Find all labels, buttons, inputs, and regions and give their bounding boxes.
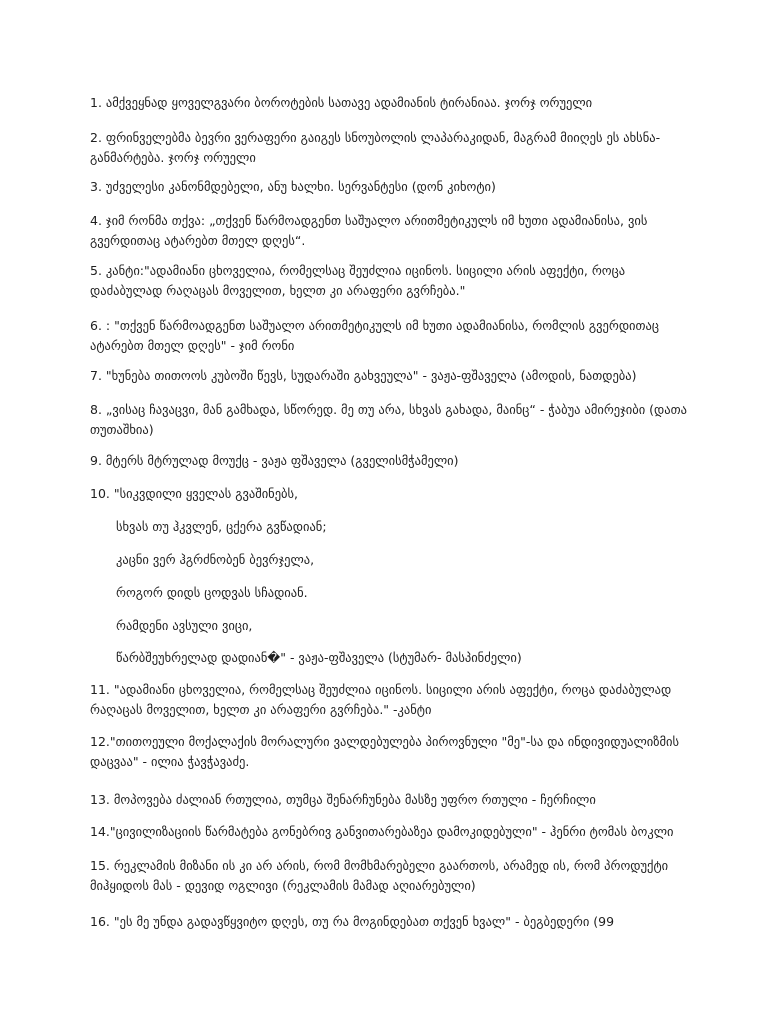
quote-line-11: 11. "ადამიანი ცხოველია, რომელსაც შეუძლია იცინოს. სიცილი არის აფექტი, როცა დაძაბულად რაღაცას მოველით, ხელთ კი არაფერი გვრჩება." -კანტი — [90, 682, 672, 717]
quote-line-6: 6. : "თქვენ წარმოადგენთ საშუალო არითმეტიკულს იმ ხუთი ადამიანისა, რომლის გვერდითაც ატარებთ მთელ დღეს" - ჯიმ რონი — [90, 318, 660, 353]
poem-line-2: კაცნი ვერ ჰგრძნობენ ბევრჯელა, — [116, 552, 315, 567]
quote-line-12: 12."თითოეული მოქალაქის მორალური ვალდებულება პიროვნული "მე"-სა და ინდივიდუალიზმის დაცვაა" - ილია ჭავჭავაძე. — [90, 734, 680, 769]
poem-line-3: როგორ დიდს ცოდვას სჩადიან. — [116, 585, 308, 600]
quote-line-14: 14."ცივილიზაციის წარმატება გონებრივ განვითარებაზეა დამოკიდებული" - ჰენრი ტომას ბოკლი — [90, 824, 674, 839]
quote-line-16: 16. "ეს მე უნდა გადავწყვიტო დღეს, თუ რა მოგინდებათ თქვენ ხვალ" - ბეგბედერი (99 — [90, 914, 615, 929]
quote-line-1: 1. ამქვეყნად ყოველგვარი ბოროტების სათავე ადამიანის ტირანიაა. ჯორჯ ორუელი — [90, 95, 593, 110]
poem-line-1: სხვას თუ ჰკვლენ, ცქერა გვწადიან; — [116, 519, 327, 534]
quote-line-4: 4. ჯიმ რონმა თქვა: „თქვენ წარმოადგენთ საშუალო არითმეტიკულს იმ ხუთი ადამიანისა, ვის გვერდითაც ატარებთ მთელ დღეს“. — [90, 213, 648, 248]
quote-line-3: 3. უძველესი კანონმდებელი, ანუ ხალხი. სერვანტესი (დონ კიხოტი) — [90, 179, 496, 194]
quote-line-8: 8. „ვისაც ჩავაცვი, მან გამხადა, სწორედ. მე თუ არა, სხვას გახადა, მაინც“ - ჭაბუა ამირეჯიბი (დათა თუთაშხია) — [90, 402, 687, 437]
quote-line-5: 5. კანტი:"ადამიანი ცხოველია, რომელსაც შეუძლია იცინოს. სიცილი არის აფექტი, როცა დაძაბულად რაღაცას მოველით, ხელთ კი არაფერი გვრჩება." — [90, 263, 626, 298]
quote-line-9: 9. მტერს მტრულად მოუქც - ვაჟა ფშაველა (გველისმჭამელი) — [90, 453, 459, 468]
quote-line-10: 10. "სიკვდილი ყველას გვაშინებს, — [90, 486, 299, 501]
quote-line-2: 2. ფრინველებმა ბევრი ვერაფერი გაიგეს სნოუბოლის ლაპარაკიდან, მაგრამ მიიღეს ეს ახსნა-განმარტება. ჯორჯ ორუელი — [90, 130, 661, 165]
quote-line-15: 15. რეკლამის მიზანი ის კი არ არის, რომ მომხმარებელი გაართოს, არამედ ის, რომ პროდუქტი მიჰყიდოს მას - დევიდ ოგლივი (რეკლამის მამად აღიარებული) — [90, 858, 669, 893]
poem-line-4: რამდენი ავსული ვიცი, — [116, 618, 253, 633]
quote-line-13: 13. მოპოვება ძალიან რთულია, თუმცა შენარჩუნება მასზე უფრო რთული - ჩერჩილი — [90, 792, 596, 807]
poem-line-5: წარბშეუხრელად დადიან�" - ვაჟა-ფშაველა (სტუმარ- მასპინძელი) — [116, 650, 522, 665]
quote-line-7: 7. "ხუნება თითოოს კუბოში წევს, სუდარაში გახვეულა" - ვაჟა-ფშაველა (ამოდის, ნათდება) — [90, 368, 637, 383]
